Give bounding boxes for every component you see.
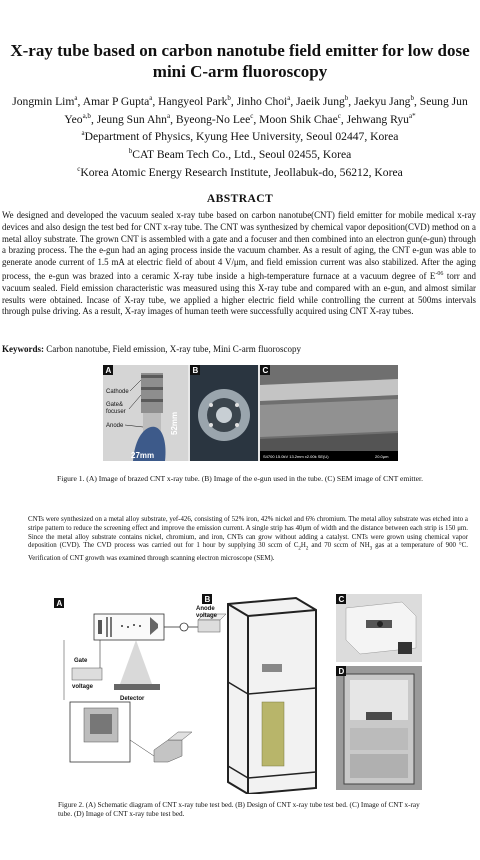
- label-cathode: Cathode: [106, 389, 129, 395]
- author-name: Jinho Choi$^a$: [236, 94, 291, 108]
- author-affiliation-mark: a: [166, 111, 171, 120]
- dimension-width: 27mm: [131, 451, 155, 460]
- paper-title: X-ray tube based on carbon nanotube field emitter for low dose mini C-arm fluoroscopy: [10, 41, 470, 81]
- abstract-text: We designed and developed the vacuum sealed x-ray tube based on carbon nanotube(CNT) field emitter for mobile medical x-ray devices and also design the test bed for CNT x-ray tube. The CNT was synthesized by chemical vapor deposition(CVD) method on a metal alloy substrate. The grown CNT is assembled with a gate and a focuser and then combined into an electron gun(e-gun) through a brazing process. The the e-gun had an aging process inside the vacuum chamber. As a result of aging, the CNT e-gun was able to generate anode current of 1.5 mA at electric field of about 4 V/μm, and field emission current was also stabilized. After the aging process, the e-gun was brazed into a ceramic X-ray tube inside a high-temperature furnace at a vacuum degree of $E^{-06}$ torr and vacuum sealed. Field emission characteristic was measured using this X-ray tube and compared with an e-gun, and almost similar results were obtained. Incase of X-ray tube, we applied a higher electric field while controlling the current at 500ms intervals through pulse driving. As a result, X-ray images of human teeth were successfully acquired using CNT X-ray tubes.: [2, 210, 476, 317]
- label-gate-voltage: voltage: [72, 684, 94, 690]
- author-name: Amar P Gupta$^a$: [82, 94, 153, 108]
- panel-d-letter: D: [338, 667, 345, 676]
- affiliation-line: $^b$CAT Beam Tech Co., Ltd., Seoul 02455, Korea: [128, 146, 352, 161]
- panel-b-letter: B: [204, 595, 211, 604]
- author-affiliation-mark: a,b: [82, 111, 91, 120]
- figure-2-panel-c: [336, 594, 422, 662]
- figure-2: [50, 590, 430, 794]
- author-affiliation-mark: c: [337, 111, 341, 120]
- figure-2-panel-d: [336, 666, 422, 790]
- panel-c-letter: C: [262, 366, 269, 375]
- label-anode-voltage: voltage: [196, 613, 218, 619]
- author-affiliation-mark: b: [227, 94, 231, 102]
- sem-scale-bar-label: 20.0μm: [375, 454, 389, 459]
- figure-1-panel-b: [190, 365, 258, 461]
- affiliation-list: [10, 126, 470, 180]
- label-anode: Anode: [196, 606, 215, 612]
- figure-1: [103, 365, 398, 461]
- author-affiliation-mark: b: [410, 94, 414, 102]
- author-name: Jeung Sun Ahn$^a$: [96, 111, 171, 126]
- affiliation-line: $^a$Department of Physics, Kyung Hee University, Seoul 02447, Korea: [81, 129, 399, 143]
- abstract-heading: ABSTRACT: [206, 192, 274, 205]
- author-affiliation-mark: c: [250, 111, 254, 120]
- author-name: Byeong-No Lee$^c$: [175, 111, 254, 126]
- author-name: Hangyeol Park$^b$: [158, 94, 231, 108]
- label-anode: Anode: [106, 423, 124, 429]
- author-name: Jehwang Ryu$^{a*}$: [346, 111, 416, 126]
- figure-1-panel-a: [103, 365, 188, 461]
- author-name: Jaeik Jung$^b$: [296, 94, 349, 108]
- keywords-list: Carbon nanotube, Field emission, X-ray tube, Mini C-arm fluoroscopy: [46, 344, 301, 354]
- author-name: Seung Jun Yeo$^{a,b}$: [64, 94, 468, 126]
- author-name: Jaekyu Jang$^b$: [354, 94, 414, 108]
- keywords: [2, 343, 476, 355]
- panel-a-letter: A: [56, 599, 63, 608]
- author-affiliation-mark: a: [149, 94, 153, 102]
- author-name: Moon Shik Chae$^c$: [259, 111, 341, 126]
- author-affiliation-mark: a*: [408, 111, 416, 120]
- label-gate: Gate&: [106, 402, 124, 408]
- author-affiliation-mark: a: [74, 94, 78, 102]
- cnt-synthesis-text: CNTs were synthesized on a metal alloy substrate, yef-426, consisting of 52% iron, 42% nickel and 6% chromium. The metal alloy substrate was etched into a stripe pattern to reduce the screening effect and improve the emission current. A single strip has 40μm of width and the distance between each strip is 150 μm. Since the metal alloy substrate contains nickel, chromium, and iron, CNTs can grow without adding a catalyst. CNTs were grown using chemical vapor deposition (CVD). The CVD process was carried out for 1 hour by supplying 30 sccm of $C_2H_2$ and 70 sccm of $NH_3$ gas at a temperature of 900 °C. Verification of CNT growth was examined through scanning electron microscope (SEM).: [28, 516, 468, 562]
- author-affiliation-mark: b: [344, 94, 349, 102]
- author-list: Jongmin Lim$^a$, Amar P Gupta$^a$, Hangyeol Park$^b$, Jinho Choi$^a$, Jaeik Jung$^b$, Jaekyu Jang$^b$, Seung Jun Yeo$^{a,b}$, Jeung Sun Ahn$^a$, Byeong-No Lee$^c$, Moon Shik Chae$^c$, Jehwang Ryu$^{a*}$: [12, 94, 468, 126]
- label-focuser: focuser: [106, 409, 126, 415]
- sem-info: S4700 15.0kV 13.2mm x2.00k SE(U): [263, 454, 329, 459]
- keywords-label: Keywords:: [2, 344, 44, 354]
- author-name: Jongmin Lim$^a$: [12, 94, 78, 108]
- panel-a-letter: A: [105, 366, 112, 375]
- figure-2-panel-a: [54, 598, 226, 762]
- panel-b-letter: B: [192, 366, 199, 375]
- figure-1-panel-c: [260, 365, 398, 461]
- dimension-height: 52mm: [170, 411, 179, 435]
- figure-1-caption: Figure 1. (A) Image of brazed CNT x-ray tube. (B) Image of the e-gun used in the tube. (C) SEM image of CNT emitter.: [56, 474, 424, 483]
- label-gate: Gate: [74, 658, 88, 664]
- author-affiliation-mark: a: [287, 94, 291, 102]
- label-detector: Detector: [120, 696, 145, 702]
- panel-c-letter: C: [338, 595, 345, 604]
- figure-2-caption: Figure 2. (A) Schematic diagram of CNT x-ray tube test bed. (B) Design of CNT x-ray tube test bed. (C) Image of CNT x-ray tube. (D) Image of CNT x-ray tube test bed.: [58, 801, 420, 819]
- affiliation-line: $^c$Korea Atomic Energy Research Institute, Jeollabuk-do, 56212, Korea: [77, 164, 403, 179]
